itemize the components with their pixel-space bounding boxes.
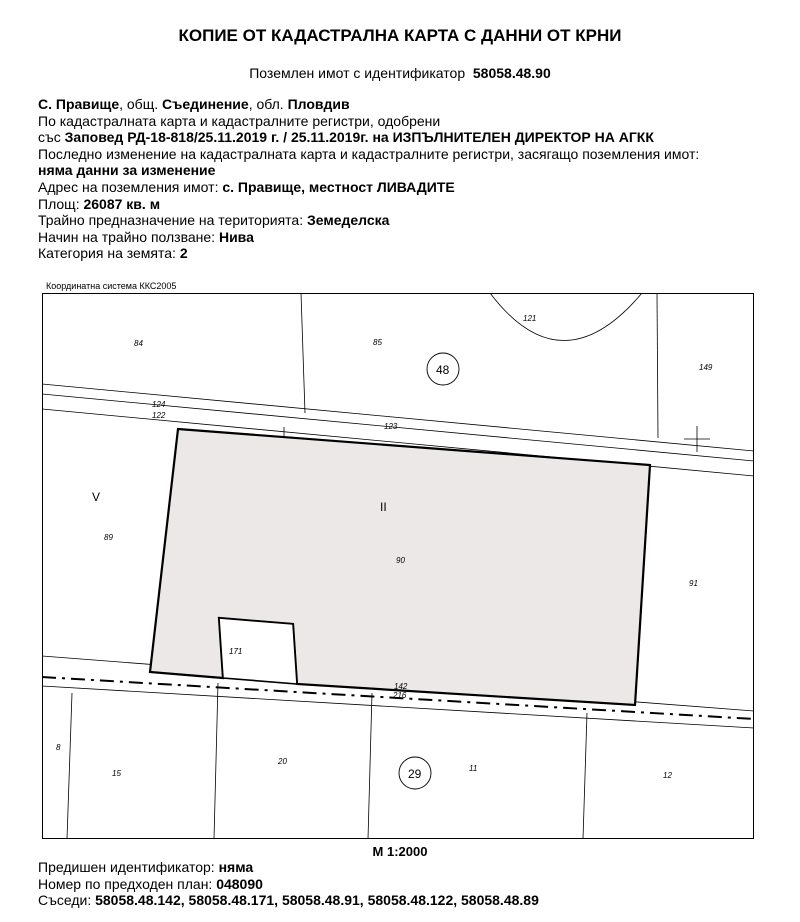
label-122: 122	[152, 411, 166, 420]
last-change-label: Последно изменение на кадастралната карта и кадастралните регистри, засягащо поземления имот:	[38, 145, 700, 162]
settlement: С. Правище	[38, 96, 120, 112]
address-value: с. Правище, местност ЛИВАДИТЕ	[222, 178, 455, 195]
neighbors-line: Съседи: 58058.48.142, 58058.48.171, 58058.48.91, 58058.48.122, 58058.48.89	[38, 892, 539, 908]
identifier-label: Поземлен имот с идентификатор	[249, 65, 466, 81]
label-91: 91	[689, 579, 698, 588]
quarter-48-label: 48	[436, 363, 450, 377]
coordinate-system-label: Координатна система ККС2005	[46, 281, 177, 291]
document-title: КОПИЕ ОТ КАДАСТРАЛНА КАРТА С ДАННИ ОТ КРНИ	[178, 26, 622, 45]
region: Пловдив	[287, 96, 350, 112]
map-scale: М 1:2000	[372, 844, 428, 859]
label-90: 90	[396, 556, 405, 565]
label-8: 8	[56, 743, 61, 752]
label-89: 89	[104, 533, 113, 542]
label-142: 142	[394, 682, 408, 691]
label-20: 20	[278, 757, 287, 766]
label-123: 123	[384, 422, 398, 431]
label-216: 216	[393, 691, 407, 700]
cadastral-map	[42, 293, 754, 839]
prev-plan-line: Номер по предходен план: 048090	[38, 875, 263, 892]
label-171: 171	[229, 647, 243, 656]
quarter-29-label: 29	[408, 767, 422, 781]
usage-line: Начин на трайно ползване: Нива	[38, 228, 254, 245]
identifier-line	[0, 65, 800, 81]
roman-v-label: V	[92, 490, 101, 504]
label-124: 124	[152, 400, 166, 409]
area-line: Площ: 26087 кв. м	[38, 195, 161, 212]
address-line: Адрес на поземления имот: с. Правище, местност ЛИВАДИТЕ	[38, 178, 455, 195]
purpose-value: Земеделска	[306, 212, 390, 229]
label-11: 11	[469, 764, 478, 773]
order-line: със Заповед РД-18-818/25.11.2019 г. / 25.11.2019г. на ИЗПЪЛНИТЕЛЕН ДИРЕКТОР НА АГКК	[38, 129, 654, 146]
approval-line: По кадастралната карта и кадастралните регистри, одобрени	[38, 112, 441, 129]
footer-details	[38, 859, 539, 909]
municipality: Съединение	[162, 96, 249, 112]
prev-id-line: Предишен идентификатор: няма	[38, 859, 254, 875]
property-details	[38, 96, 699, 262]
roman-ii-label: II	[380, 500, 387, 514]
order-text: Заповед РД-18-818/25.11.2019 г. / 25.11.2019г. на ИЗПЪЛНИТЕЛЕН ДИРЕКТОР НА АГКК	[64, 129, 654, 146]
location-line: С. Правище, общ. Съединение, обл. Пловдив	[38, 96, 350, 112]
usage-value: Нива	[218, 228, 254, 245]
label-121: 121	[523, 314, 537, 323]
label-84: 84	[134, 339, 143, 348]
label-85: 85	[373, 338, 382, 347]
neighbors-value: 58058.48.142, 58058.48.171, 58058.48.91, 58058.48.122, 58058.48.89	[95, 892, 539, 908]
label-149: 149	[699, 363, 713, 372]
category-line: Категория на земята: 2	[38, 245, 188, 262]
purpose-line: Трайно предназначение на територията: Земеделска	[38, 212, 390, 229]
prev-id-value: няма	[218, 859, 254, 875]
identifier-value: 58058.48.90	[472, 65, 551, 81]
prev-plan-value: 048090	[216, 875, 263, 892]
category-value: 2	[179, 245, 188, 262]
area-value: 26087 кв. м	[83, 195, 161, 212]
label-12: 12	[663, 771, 672, 780]
label-15: 15	[112, 769, 121, 778]
last-change-value: няма данни за изменение	[38, 162, 216, 179]
